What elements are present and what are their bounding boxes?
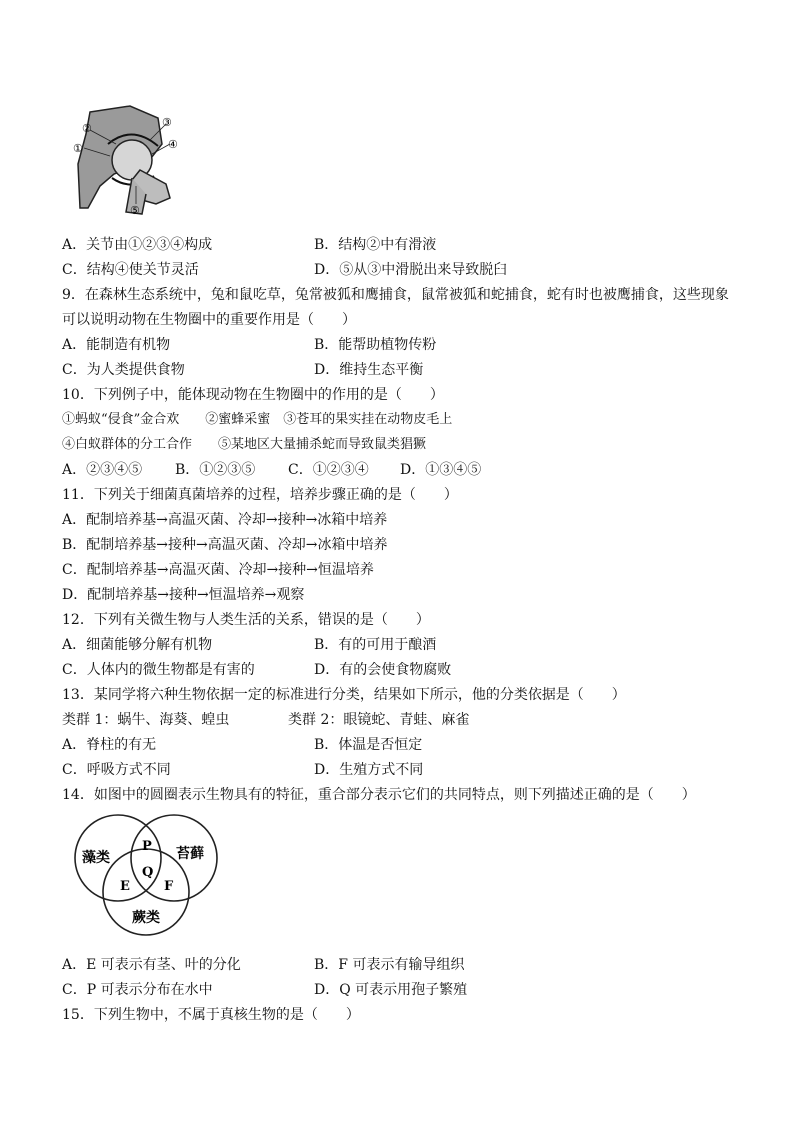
q9-option-d: D．维持生态平衡: [314, 362, 424, 378]
q8-option-b: B．结构②中有滑液: [314, 237, 437, 253]
joint-label-5: ⑤: [130, 204, 140, 217]
q11-option-a: A．配制培养基→高温灭菌、冷却→接种→冰箱中培养: [62, 512, 388, 528]
joint-label-2: ②: [82, 122, 92, 135]
q10-option-a: A．②③④⑤: [62, 462, 143, 478]
q8-option-a: A．关节由①②③④构成: [62, 237, 213, 253]
q9-option-a: A．能制造有机物: [62, 337, 171, 353]
venn-diagram: [68, 812, 226, 938]
q12-option-b: B．有的可用于酿酒: [314, 637, 437, 653]
venn-label-moss: 苔藓: [176, 846, 204, 862]
q14-option-b: B．F 可表示有输导组织: [314, 957, 465, 973]
q13-group2: 类群 2：眼镜蛇、青蛙、麻雀: [288, 712, 470, 728]
q8-option-d: D．⑤从③中滑脱出来导致脱臼: [314, 262, 508, 278]
q8-option-c: C．结构④使关节灵活: [62, 262, 199, 278]
q10-items-line2: ④白蚁群体的分工合作 ⑤某地区大量捕杀蛇而导致鼠类猖獗: [62, 437, 427, 452]
q12-stem: 12．下列有关微生物与人类生活的关系，错误的是（ ）: [62, 612, 430, 628]
q12-option-d: D．有的会使食物腐败: [314, 662, 452, 678]
joint-label-4: ④: [168, 138, 178, 151]
q10-option-d: D．①③④⑤: [400, 462, 482, 478]
q12-option-c: C．人体内的微生物都是有害的: [62, 662, 255, 678]
q13-option-b: B．体温是否恒定: [314, 737, 423, 753]
joint-label-3: ③: [162, 116, 172, 129]
joint-diagram: [70, 104, 190, 218]
q11-option-b: B．配制培养基→接种→高温灭菌、冷却→冰箱中培养: [62, 537, 388, 553]
venn-label-fern: 蕨类: [132, 910, 160, 926]
q11-option-d: D．配制培养基→接种→恒温培养→观察: [62, 587, 305, 603]
venn-label-p: P: [142, 839, 152, 854]
venn-label-q: Q: [142, 865, 154, 880]
q15-stem: 15．下列生物中，不属于真核生物的是（ ）: [62, 1007, 360, 1023]
q10-option-c: C．①②③④: [288, 462, 369, 478]
q11-option-c: C．配制培养基→高温灭菌、冷却→接种→恒温培养: [62, 562, 374, 578]
q14-option-c: C．P 可表示分布在水中: [62, 982, 213, 998]
q10-option-b: B．①②③⑤: [175, 462, 256, 478]
q9-option-c: C．为人类提供食物: [62, 362, 185, 378]
q13-stem: 13．某同学将六种生物依据一定的标准进行分类，结果如下所示，他的分类依据是（ ）: [62, 687, 626, 703]
venn-label-algae: 藻类: [82, 850, 110, 866]
q12-option-a: A．细菌能够分解有机物: [62, 637, 213, 653]
q11-stem: 11．下列关于细菌真菌培养的过程，培养步骤正确的是（ ）: [62, 487, 458, 503]
venn-label-f: F: [164, 879, 174, 894]
q10-items-line1: ①蚂蚁“侵食”金合欢 ②蜜蜂采蜜 ③苍耳的果实挂在动物皮毛上: [62, 412, 453, 427]
q14-option-d: D．Q 可表示用孢子繁殖: [314, 982, 468, 998]
q9-stem-line2: 可以说明动物在生物圈中的重要作用是（ ）: [62, 312, 356, 328]
q10-stem: 10．下列例子中，能体现动物在生物圈中的作用的是（ ）: [62, 387, 444, 403]
venn-label-e: E: [120, 879, 130, 894]
q13-option-c: C．呼吸方式不同: [62, 762, 171, 778]
q9-option-b: B．能帮助植物传粉: [314, 337, 437, 353]
q14-option-a: A．E 可表示有茎、叶的分化: [62, 957, 241, 973]
q14-stem: 14．如图中的圆圈表示生物具有的特征，重合部分表示它们的共同特点，则下列描述正确的是（ ）: [62, 787, 696, 803]
joint-label-1: ①: [73, 142, 83, 155]
q13-group1: 类群 1：蜗牛、海葵、蝗虫: [62, 712, 230, 728]
q13-option-d: D．生殖方式不同: [314, 762, 424, 778]
q9-stem-line1: 9．在森林生态系统中，兔和鼠吃草，兔常被狐和鹰捕食，鼠常被狐和蛇捕食，蛇有时也被鹰捕食，这些现象: [62, 287, 729, 303]
q13-option-a: A．脊柱的有无: [62, 737, 157, 753]
